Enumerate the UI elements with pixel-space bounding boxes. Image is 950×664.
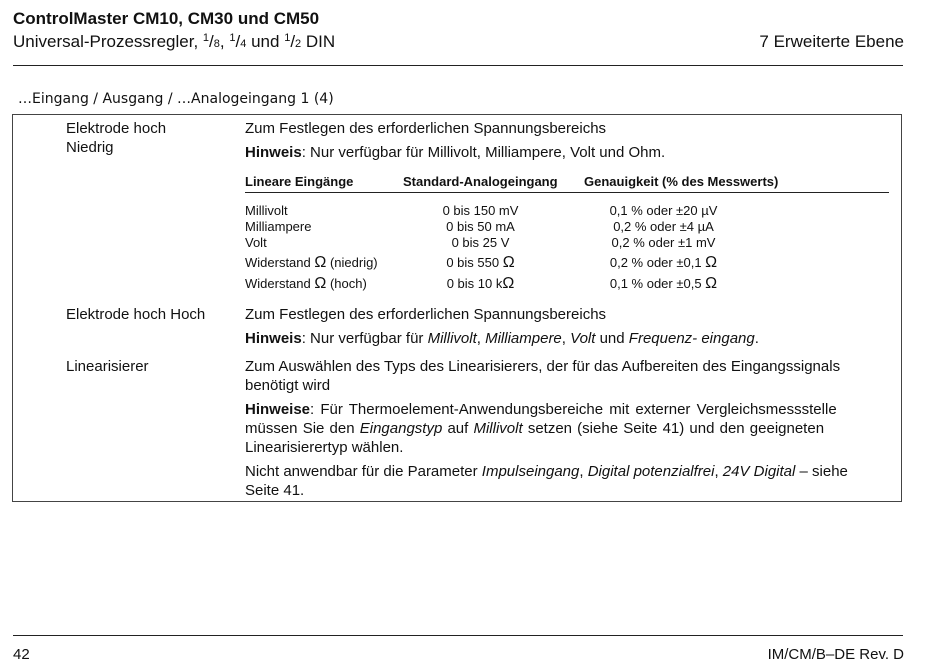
param-note-linearizer-line3: Linearisierertyp wählen.: [245, 439, 404, 456]
param-desc-linearizer-line1: Zum Auswählen des Typs des Linearisierers, der für das Aufbereiten des Eingangssignals: [245, 358, 841, 375]
ohm-symbol: Ω: [502, 254, 515, 271]
fraction-eighth-num: 1: [202, 32, 210, 44]
subtitle-prefix: Universal-Prozessregler,: [13, 32, 199, 51]
table-cell-input: [245, 255, 378, 271]
breadcrumb: …Eingang / Ausgang / …Analogeingang 1 (4): [18, 91, 334, 107]
fraction-quarter-num: 1: [229, 32, 236, 44]
document-id: IM/CM/B–DE Rev. D: [767, 646, 904, 663]
note-term: Millivolt: [473, 420, 523, 437]
footer-divider: [13, 635, 903, 636]
accuracy-text: 0,1 % oder ±0,5: [609, 276, 706, 291]
note-text: auf: [442, 420, 474, 437]
param-label-electrode-low-line2: Niedrig: [66, 139, 114, 156]
note-term: Frequenz- eingang: [628, 330, 755, 347]
param-desc-linearizer-line2: benötigt wird: [245, 377, 331, 394]
param-label-electrode-high: Elektrode hoch Hoch: [66, 306, 206, 323]
table-header-rule: [245, 192, 889, 193]
note-term: Millivolt: [427, 330, 477, 347]
subtitle-suffix: DIN: [305, 32, 336, 51]
document-subtitle: Universal-Prozessregler, $^1$/8, $^1$/4 und $^1$/2 DIN: [13, 32, 336, 51]
param-note-linearizer-line2: [245, 419, 889, 438]
table-header-accuracy: Genauigkeit (% des Messwerts): [584, 174, 779, 189]
na-sep: ,: [714, 463, 723, 480]
table-cell-range: [409, 255, 552, 271]
note-end: .: [754, 330, 759, 347]
input-qualifier: (hoch): [326, 276, 367, 291]
table-cell-range: 0 bis 50 mA: [446, 219, 515, 234]
ohm-symbol: Ω: [314, 254, 327, 271]
note-label: Hinweise: [245, 401, 311, 418]
fraction-eighth-den: 8: [213, 38, 220, 50]
table-cell-range: [409, 276, 552, 292]
na-term: 24V Digital: [722, 463, 796, 480]
param-na-linearizer-line2: Seite 41.: [245, 482, 305, 499]
param-label-electrode-low-line1: Elektrode hoch: [66, 120, 167, 137]
table-cell-input: Milliampere: [245, 219, 312, 234]
na-sep: ,: [579, 463, 588, 480]
page-number: 42: [13, 646, 30, 663]
note-text: : Nur verfügbar für Millivolt, Milliampere, Volt und Ohm.: [301, 144, 666, 161]
note-text: : Nur verfügbar für: [301, 330, 428, 347]
table-cell-input: Millivolt: [245, 203, 288, 218]
table-header-range: Standard-Analogeingang: [403, 174, 558, 189]
ohm-symbol: Ω: [314, 275, 327, 292]
param-desc-electrode-low: Zum Festlegen des erforderlichen Spannungsbereichs: [245, 120, 607, 137]
table-cell-range: 0 bis 25 V: [451, 235, 510, 250]
ohm-symbol: Ω: [502, 275, 515, 292]
ohm-symbol: Ω: [705, 275, 718, 292]
na-text: – siehe: [795, 463, 848, 480]
note-term: Volt: [570, 330, 596, 347]
table-cell-accuracy: [573, 276, 754, 292]
chapter-heading: 7 Erweiterte Ebene: [759, 32, 904, 51]
table-cell-range: 0 bis 150 mV: [442, 203, 519, 218]
note-text: : Für Thermoelement-Anwendungsbereiche mit externer Vergleichsmessstelle: [310, 401, 837, 418]
table-cell-input: Volt: [245, 235, 267, 250]
note-label: Hinweis: [245, 144, 302, 161]
fraction-quarter-den: 4: [240, 38, 247, 50]
param-label-linearizer: Linearisierer: [66, 358, 149, 375]
param-note-linearizer-line1: [245, 400, 889, 419]
note-sep: ,: [561, 330, 571, 347]
table-cell-accuracy: 0,2 % oder ±4 µA: [613, 219, 714, 234]
note-term: Milliampere: [485, 330, 562, 347]
note-text: müssen Sie den: [245, 420, 360, 437]
table-cell-input: [245, 276, 367, 292]
param-desc-electrode-high: Zum Festlegen des erforderlichen Spannungsbereichs: [245, 306, 607, 323]
table-cell-accuracy: 0,1 % oder ±20 µV: [609, 203, 718, 218]
parameter-table-box: [12, 114, 902, 502]
range-text: 0 bis 10 k: [446, 276, 503, 291]
input-text: Widerstand: [245, 276, 315, 291]
subtitle-and: und: [251, 32, 280, 51]
table-header-inputs: Lineare Eingänge: [245, 174, 354, 189]
table-cell-accuracy: [573, 255, 754, 271]
range-text: 0 bis 550: [446, 255, 503, 270]
param-na-linearizer-line1: [245, 462, 889, 481]
note-term: Eingangstyp: [359, 420, 443, 437]
document-title: ControlMaster CM10, CM30 und CM50: [13, 9, 320, 28]
na-text: Nicht anwendbar für die Parameter: [245, 463, 482, 480]
input-qualifier: (niedrig): [326, 255, 378, 270]
ohm-symbol: Ω: [705, 254, 718, 271]
table-cell-accuracy: 0,2 % oder ±1 mV: [611, 235, 716, 250]
note-sep: ,: [476, 330, 486, 347]
accuracy-text: 0,2 % oder ±0,1: [609, 255, 706, 270]
fraction-half-den: 2: [295, 38, 302, 50]
na-term: Impulseingang: [481, 463, 580, 480]
note-text: setzen (siehe Seite 41) und den geeigneten: [522, 420, 825, 437]
param-note-electrode-high: [245, 329, 889, 348]
fraction-half-num: 1: [284, 32, 291, 44]
header-divider: [13, 65, 903, 66]
note-label: Hinweis: [245, 330, 302, 347]
input-text: Widerstand: [245, 255, 315, 270]
na-term: Digital potenzialfrei: [587, 463, 715, 480]
note-sep: und: [595, 330, 629, 347]
param-note-electrode-low: [245, 143, 889, 162]
